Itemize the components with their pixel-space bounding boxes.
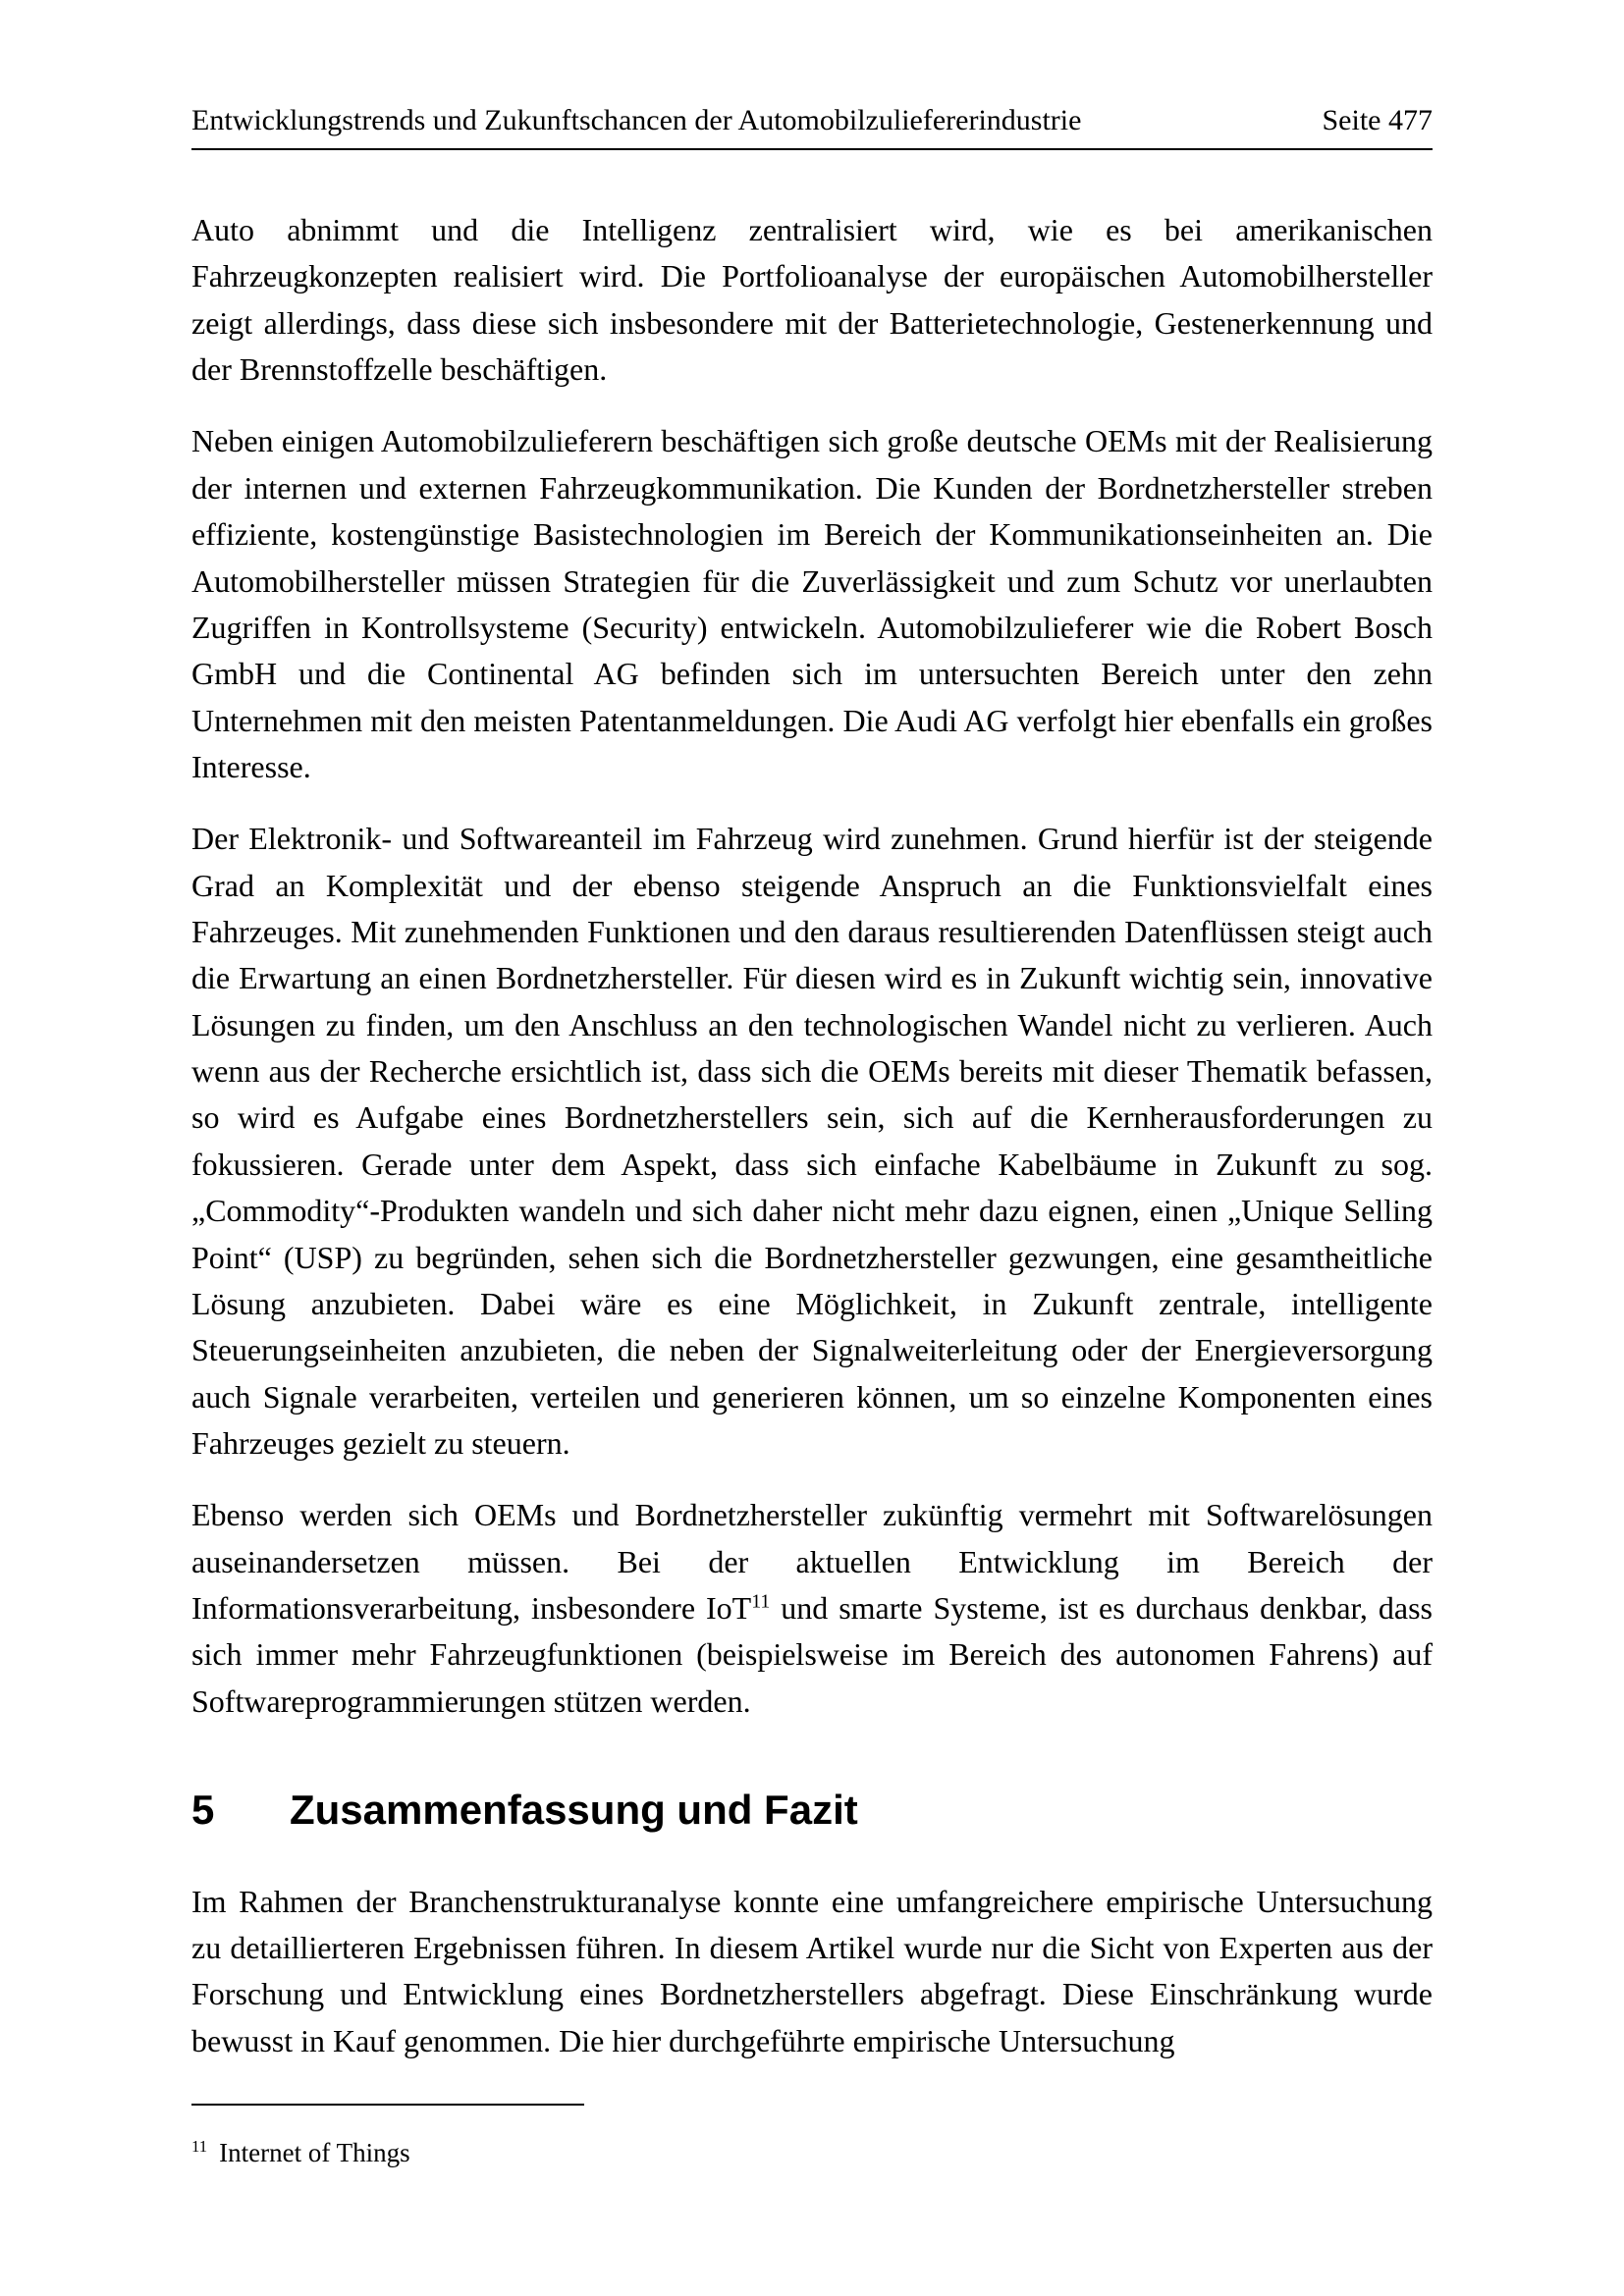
page-number-label: Seite 477 (1322, 104, 1433, 136)
footnote-block (191, 2064, 1433, 2170)
paragraph: Der Elektronik- und Softwareanteil im Fahrzeug wird zunehmen. Grund hierfür ist der steigende Grad an Komplexität und der ebenso steigende Anspruch an die Funktionsvielfalt eines Fahrzeuges. Mit zunehmenden Funktionen und den daraus resultierenden Datenflüssen steigt auch die Erwartung an einen Bordnetzhersteller. Für diesen wird es in Zukunft wichtig sein, innovative Lösungen zu finden, um den Anschluss an den technologischen Wandel nicht zu verlieren. Auch wenn aus der Recherche ersichtlich ist, dass sich die OEMs bereits mit dieser Thematik befassen, so wird es Aufgabe eines Bordnetzherstellers sein, sich auf die Kernherausforderungen zu fokussieren. Gerade unter dem Aspekt, dass sich einfache Kabelbäume in Zukunft zu sog. „Commodity“-Produkten wandeln und sich daher nicht mehr dazu eignen, einen „Unique Selling Point“ (USP) zu begründen, sehen sich die Bordnetzhersteller gezwungen, eine gesamtheitliche Lösung anzubieten. Dabei wäre es eine Möglichkeit, in Zukunft zentrale, intelligente Steuerungseinheiten anzubieten, die neben der Signalweiterleitung oder der Energieversorgung auch Signale verarbeiten, verteilen und generieren können, um so einzelne Komponenten eines Fahrzeuges gezielt zu steuern. (191, 821, 1433, 1461)
paragraph-text: Ebenso werden sich OEMs und Bordnetzhersteller zukünftig vermehrt mit Softwarelösungen auseinandersetzen müssen. Bei der aktuellen Entwicklung im Bereich der Informationsverarbeitung, insbesondere IoT (191, 1497, 1433, 1627)
section-number: 5 (191, 1787, 215, 1834)
section-heading (191, 1786, 1433, 1835)
paragraph-with-footnote-ref (191, 1492, 1433, 1725)
page-body (191, 207, 1433, 2064)
paragraph: Neben einigen Automobilzulieferern beschäftigen sich große deutsche OEMs mit der Realisierung der internen und externen Fahrzeugkommunikation. Die Kunden der Bordnetzhersteller streben effiziente, kostengünstige Basistechnologien im Bereich der Kommunikationseinheiten an. Die Automobilhersteller müssen Strategien für die Zuverlässigkeit und zum Schutz vor unerlaubten Zugriffen in Kontrollsysteme (Security) entwickeln. Automobilzulieferer wie die Robert Bosch GmbH und die Continental AG befinden sich im untersuchten Bereich unter den zehn Unternehmen mit den meisten Patentanmeldungen. Die Audi AG verfolgt hier ebenfalls ein großes Interesse. (191, 423, 1433, 784)
paragraph-text: und smarte Systeme, ist es durchaus denkbar, dass sich immer mehr Fahrzeugfunktionen (beispielsweise im Bereich des autonomen Fahrens) auf Softwareprogrammierungen stützen werden. (191, 1590, 1433, 1719)
paragraph: Im Rahmen der Branchenstrukturanalyse konnte eine umfangreichere empirische Untersuchung zu detaillierteren Ergebnissen führen. In diesem Artikel wurde nur die Sicht von Experten aus der Forschung und Entwicklung eines Bordnetzherstellers abgefragt. Diese Einschränkung wurde bewusst in Kauf genommen. Die hier durchgeführte empirische Untersuchung (191, 1883, 1433, 2058)
section-title: Zusammenfassung und Fazit (290, 1787, 858, 1834)
footnote-divider (191, 2104, 584, 2106)
footnote (191, 2135, 1433, 2170)
paragraph: Auto abnimmt und die Intelligenz zentralisiert wird, wie es bei amerikanischen Fahrzeugkonzepten realisiert wird. Die Portfolioanalyse der europäischen Automobilhersteller zeigt allerdings, dass diese sich insbesondere mit der Batterietechnologie, Gestenerkennung und der Brennstoffzelle beschäftigen. (191, 212, 1433, 388)
footnote-marker: 11 (191, 2136, 208, 2156)
page-header (191, 103, 1433, 150)
running-head-title: Entwicklungstrends und Zukunftschancen der Automobilzuliefererindustrie (191, 104, 1082, 136)
footnote-reference: 11 (751, 1590, 771, 1613)
footnote-text: Internet of Things (219, 2137, 410, 2167)
